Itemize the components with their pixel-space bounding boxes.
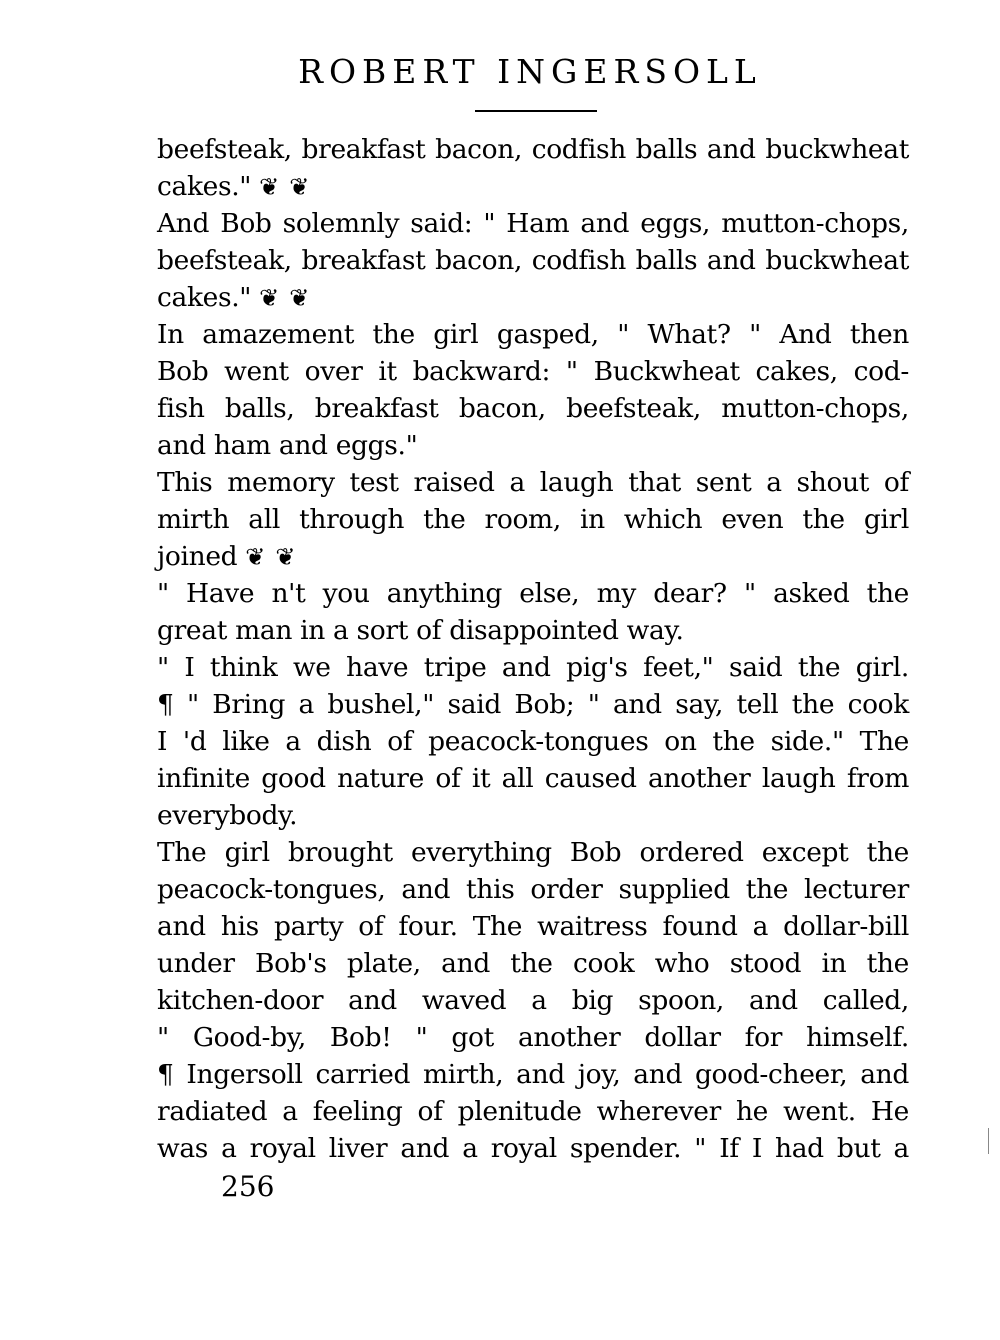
text-line-content: " I think we have tripe and pig's feet," said the girl.	[157, 652, 909, 683]
fleuron-ornament-icon: ❦	[289, 173, 310, 201]
page-number: 256	[221, 1170, 275, 1203]
text-line-content: fish balls, breakfast bacon, beefsteak, mutton-chops,	[157, 393, 909, 424]
fleuron-ornament-icon: ❦	[259, 173, 280, 201]
text-line	[157, 612, 909, 649]
text-line	[157, 945, 909, 982]
text-line-content: Bob went over it backward: " Buckwheat cakes, cod-	[157, 356, 909, 387]
text-line-content: ¶ " Bring a bushel," said Bob; " and say, tell the cook	[157, 689, 909, 720]
text-line	[157, 168, 909, 205]
text-line-content: was a royal liver and a royal spender. " If I had but a	[157, 1133, 909, 1164]
text-line	[157, 982, 909, 1019]
text-line	[157, 908, 909, 945]
text-line-content: This memory test raised a laugh that sent a shout of	[157, 467, 909, 498]
text-line	[157, 501, 909, 538]
text-line-content: radiated a feeling of plenitude wherever he went. He	[157, 1096, 909, 1127]
text-line-content: beefsteak, breakfast bacon, codfish balls and buckwheat	[157, 134, 909, 165]
text-line-content: In amazement the girl gasped, " What? " And then	[157, 319, 909, 350]
text-line	[157, 1130, 909, 1167]
text-line	[157, 723, 909, 760]
text-line	[157, 649, 909, 686]
text-line	[157, 279, 909, 316]
fleuron-ornament-icon: ❦	[275, 543, 296, 571]
text-line	[157, 1019, 909, 1056]
text-line-content: joined	[157, 541, 238, 572]
edge-mark	[988, 1128, 989, 1154]
text-line	[157, 131, 909, 168]
text-line-content: great man in a sort of disappointed way.	[157, 615, 684, 646]
text-line	[157, 686, 909, 723]
text-line	[157, 427, 909, 464]
body-text	[157, 131, 909, 1167]
text-line-content: cakes."	[157, 171, 252, 202]
text-line	[157, 242, 909, 279]
text-line-content: I 'd like a dish of peacock-tongues on the side." The	[157, 726, 909, 757]
text-line	[157, 575, 909, 612]
text-line-content: ¶ Ingersoll carried mirth, and joy, and good-cheer, and	[157, 1059, 909, 1090]
text-line-content: The girl brought everything Bob ordered except the	[157, 837, 909, 868]
text-line	[157, 353, 909, 390]
text-line-content: " Have n't you anything else, my dear? " asked the	[157, 578, 909, 609]
text-line-content: " Good-by, Bob! " got another dollar for himself.	[157, 1022, 909, 1053]
text-line	[157, 1093, 909, 1130]
text-line	[157, 464, 909, 501]
head-rule	[475, 110, 597, 112]
text-line-content: cakes."	[157, 282, 252, 313]
running-head: ROBERT INGERSOLL	[298, 52, 762, 91]
text-line	[157, 797, 909, 834]
text-line-content: And Bob solemnly said: " Ham and eggs, mutton-chops,	[157, 208, 909, 239]
text-line	[157, 390, 909, 427]
text-line-content: kitchen-door and waved a big spoon, and called,	[157, 985, 909, 1016]
text-line-content: everybody.	[157, 800, 298, 831]
text-line	[157, 871, 909, 908]
text-line-content: beefsteak, breakfast bacon, codfish balls and buckwheat	[157, 245, 909, 276]
text-line	[157, 760, 909, 797]
fleuron-ornament-icon: ❦	[259, 284, 280, 312]
text-line-content: and ham and eggs."	[157, 430, 418, 461]
text-line	[157, 834, 909, 871]
text-line	[157, 1056, 909, 1093]
fleuron-ornament-icon: ❦	[289, 284, 310, 312]
text-line-content: peacock-tongues, and this order supplied the lecturer	[157, 874, 909, 905]
text-line	[157, 205, 909, 242]
text-line	[157, 316, 909, 353]
text-line-content: and his party of four. The waitress found a dollar-bill	[157, 911, 909, 942]
text-line	[157, 538, 909, 575]
text-line-content: mirth all through the room, in which even the girl	[157, 504, 909, 535]
text-line-content: under Bob's plate, and the cook who stood in the	[157, 948, 909, 979]
text-line-content: infinite good nature of it all caused another laugh from	[157, 763, 909, 794]
fleuron-ornament-icon: ❦	[245, 543, 266, 571]
